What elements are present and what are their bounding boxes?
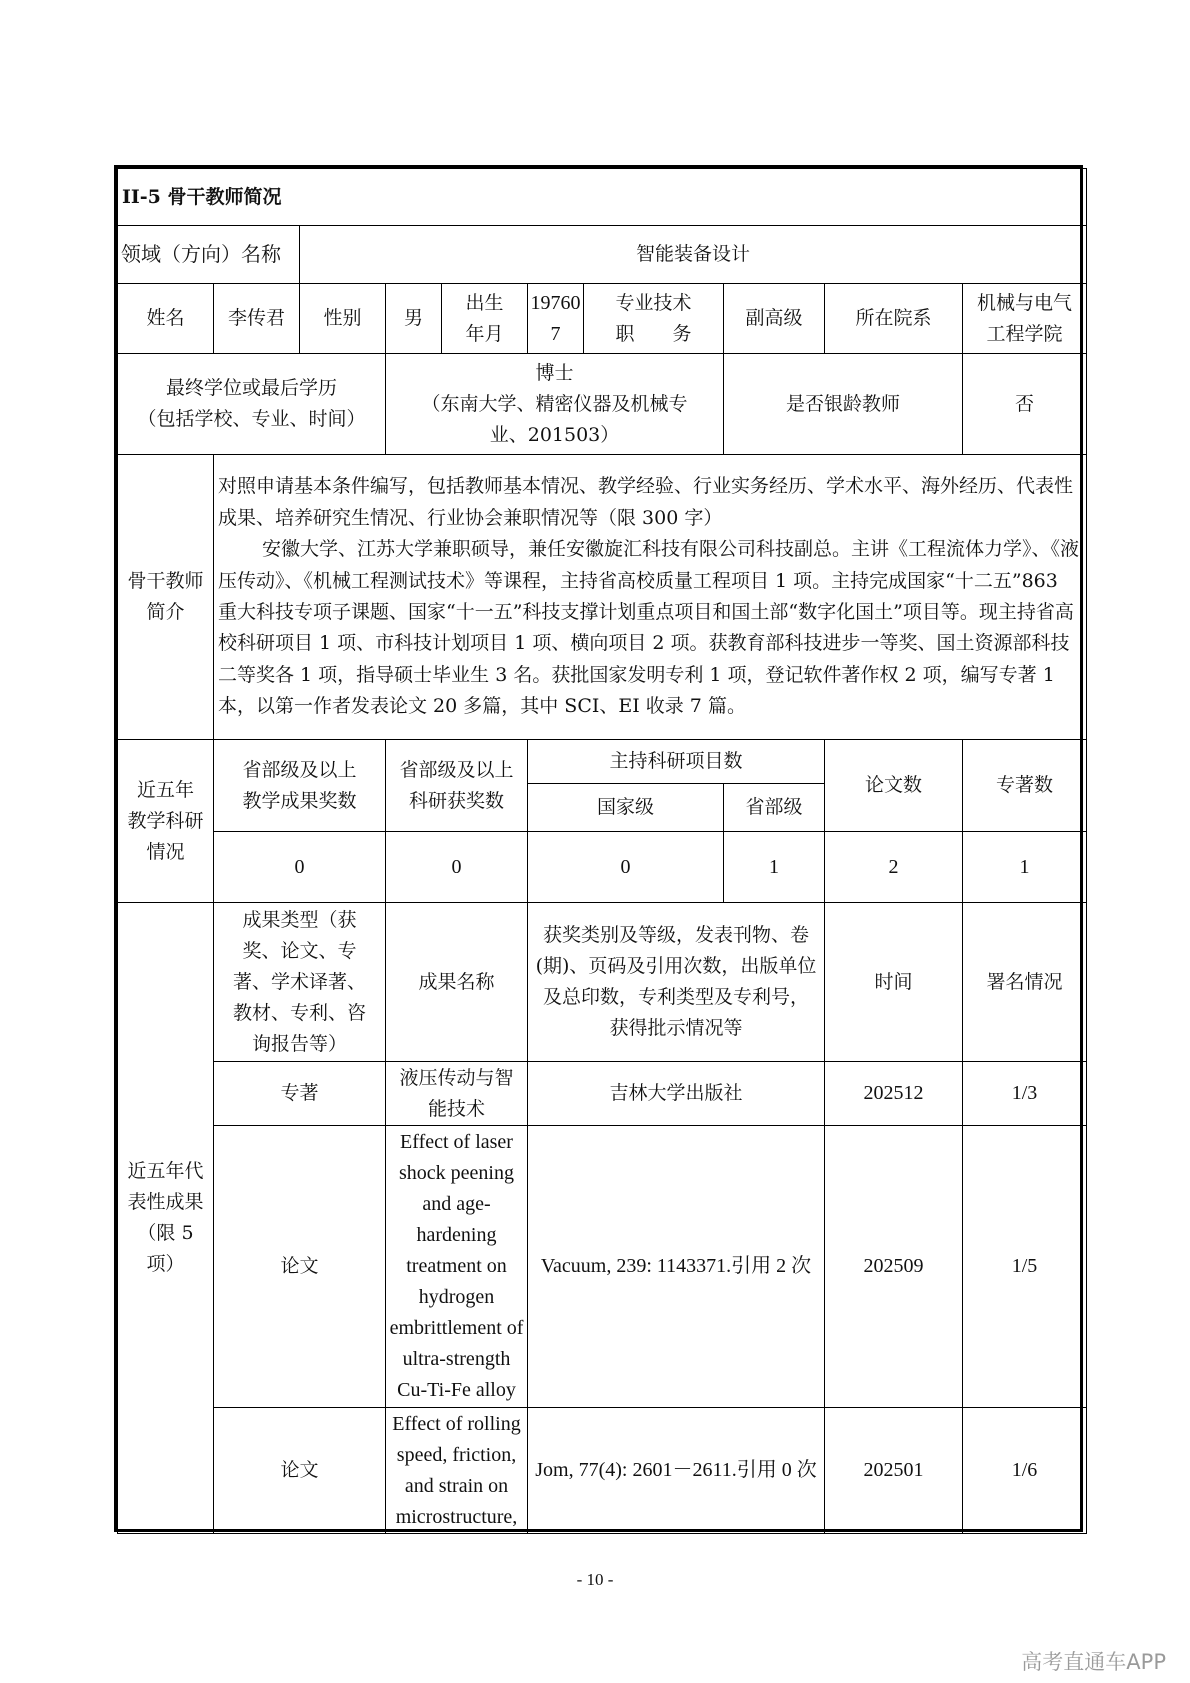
title-value: 副高级 (724, 284, 825, 354)
gender-value: 男 (386, 284, 442, 354)
projects-header: 主持科研项目数 (528, 740, 825, 784)
achievement-author: 1/6 (963, 1408, 1087, 1534)
silver-teacher-value: 否 (963, 354, 1087, 455)
papers-count: 2 (825, 832, 963, 903)
degree-value: 博士 （东南大学、精密仪器及机械专 业、201503） (386, 354, 724, 455)
stats-label: 近五年 教学科研 情况 (118, 740, 214, 903)
field-label: 领域（方向）名称 (118, 226, 300, 284)
dept-label: 所在院系 (825, 284, 963, 354)
table-row (118, 1126, 1087, 1408)
achievement-name: Effect of rolling speed, friction, and strain on microstructure, (386, 1408, 528, 1534)
birth-value: 197607 (528, 284, 584, 354)
books-count: 1 (963, 832, 1087, 903)
form-table (114, 165, 1083, 1532)
national-count: 0 (528, 832, 724, 903)
achievement-type: 论文 (214, 1408, 386, 1534)
achievements-label: 近五年代 表性成果 （限 5 项） (118, 903, 214, 1534)
achievement-detail: Vacuum, 239: 1143371.引用 2 次 (528, 1126, 825, 1408)
national-header: 国家级 (528, 784, 724, 832)
table-row (118, 1062, 1087, 1126)
books-header: 专著数 (963, 740, 1087, 832)
birth-label: 出生 年月 (442, 284, 528, 354)
table-row (118, 1408, 1087, 1534)
silver-teacher-label: 是否银龄教师 (724, 354, 963, 455)
achievement-type: 论文 (214, 1126, 386, 1408)
section-title: II-5 骨干教师简况 (118, 169, 1087, 226)
name-value: 李传君 (214, 284, 300, 354)
header-author: 署名情况 (963, 903, 1087, 1062)
dept-value: 机械与电气 工程学院 (963, 284, 1087, 354)
achievement-detail: Jom, 77(4): 2601－2611.引用 0 次 (528, 1408, 825, 1534)
teach-award-header: 省部级及以上 教学成果奖数 (214, 740, 386, 832)
achievement-author: 1/3 (963, 1062, 1087, 1126)
bio-label: 骨干教师 简介 (118, 455, 214, 740)
header-detail: 获奖类别及等级，发表刊物、卷(期)、页码及引用次数，出版单位及总印数，专利类型及专利号，获得批示情况等 (528, 903, 825, 1062)
page-number: - 10 - (576, 1570, 614, 1589)
title-label: 专业技术 职 务 (584, 284, 724, 354)
header-name: 成果名称 (386, 903, 528, 1062)
watermark: 高考直通车APP (1021, 1650, 1166, 1674)
research-award-count: 0 (386, 832, 528, 903)
papers-header: 论文数 (825, 740, 963, 832)
research-award-header: 省部级及以上 科研获奖数 (386, 740, 528, 832)
achievement-time: 202509 (825, 1126, 963, 1408)
provincial-count: 1 (724, 832, 825, 903)
achievement-name: 液压传动与智能技术 (386, 1062, 528, 1126)
teach-award-count: 0 (214, 832, 386, 903)
provincial-header: 省部级 (724, 784, 825, 832)
achievement-name: Effect of laser shock peening and age-hardening treatment on hydrogen embrittlement of ultra-strength Cu-Ti-Fe alloy (386, 1126, 528, 1408)
achievement-type: 专著 (214, 1062, 386, 1126)
achievement-author: 1/5 (963, 1126, 1087, 1408)
achievement-time: 202501 (825, 1408, 963, 1534)
header-type: 成果类型（获奖、论文、专著、学术译著、教材、专利、咨询报告等） (214, 903, 386, 1062)
achievement-detail: 吉林大学出版社 (528, 1062, 825, 1126)
header-time: 时间 (825, 903, 963, 1062)
name-label: 姓名 (118, 284, 214, 354)
bio-instruction: 对照申请基本条件编写，包括教师基本情况、教学经验、行业实务经历、学术水平、海外经历、代表性成果、培养研究生情况、行业协会兼职情况等（限 300 字） (218, 475, 1074, 529)
degree-label: 最终学位或最后学历 （包括学校、专业、时间） (118, 354, 386, 455)
bio-content (214, 455, 1087, 740)
bio-text: 安徽大学、江苏大学兼职硕导，兼任安徽旋汇科技有限公司科技副总。主讲《工程流体力学》、《液压传动》、《机械工程测试技术》等课程，主持省高校质量工程项目 1 项。主持完成国家“十二五”863 重大科技专项子课题、国家“十一五”科技支撑计划重点项目和国土部“数字化国土”项目等。现主持省高校科研项目 1 项、市科技计划项目 1 项、横向项目 2 项。获教育部科技进步一等奖、国土资源部科技二等奖各 1 项，指导硕士毕业生 3 名。获批国家发明专利 1 项，登记软件著作权 2 项，编写专著 1 本，以第一作者发表论文 20 多篇，其中 SCI、EI 收录 7 篇。 (218, 538, 1080, 718)
gender-label: 性别 (300, 284, 386, 354)
field-value: 智能装备设计 (300, 226, 1087, 284)
achievement-time: 202512 (825, 1062, 963, 1126)
